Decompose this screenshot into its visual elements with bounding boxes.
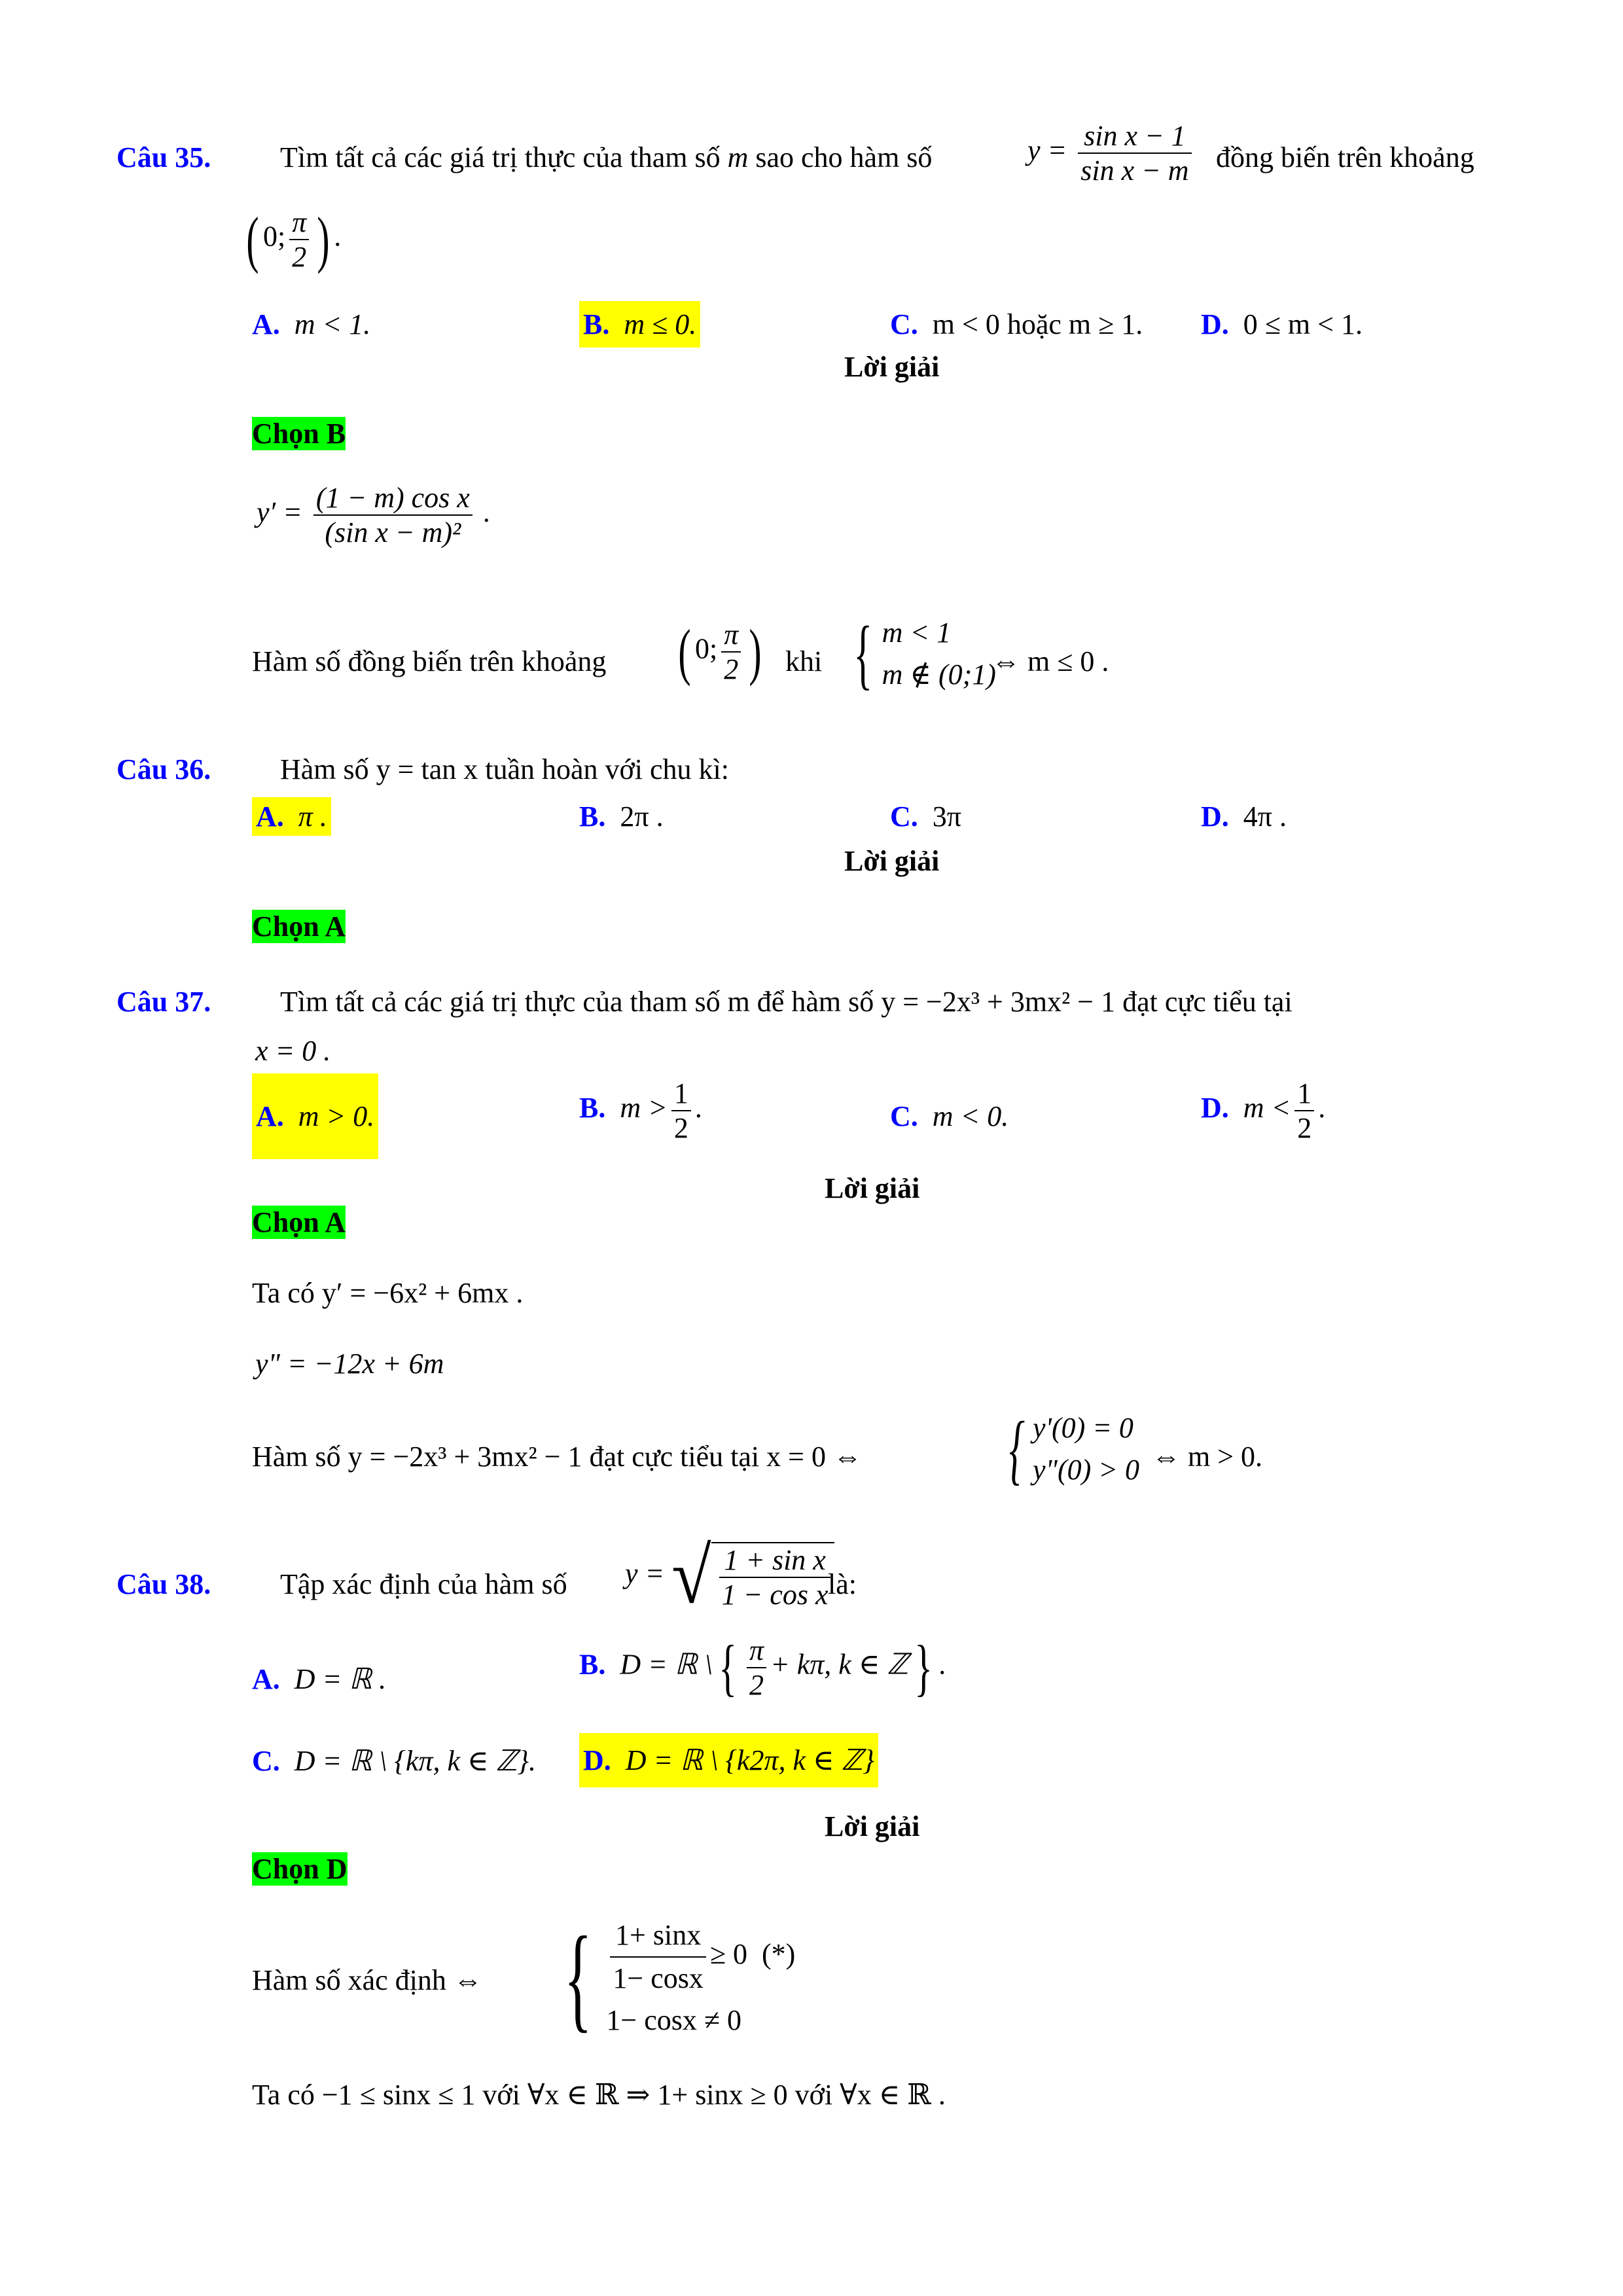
- q38-option-c[interactable]: C. D = ℝ \ {kπ, k ∈ ℤ}.: [252, 1745, 536, 1777]
- q37-label: Câu 37.: [116, 986, 211, 1018]
- q37-option-a[interactable]: A. m > 0.: [252, 1073, 378, 1159]
- q35-option-d[interactable]: D. 0 ≤ m < 1.: [1201, 308, 1363, 340]
- q38-option-b[interactable]: B. D = ℝ \{ $\frac{\pi}{2}$ + kπ, k ∈ ℤ} .: [579, 1632, 946, 1702]
- q35-system: { m < 1 m ∉ (0;1): [853, 610, 996, 697]
- q38-option-d[interactable]: D. D = ℝ \ {k2π, k ∈ ℤ}: [579, 1733, 878, 1787]
- q35-function: y = $\frac{\text{sin x − 1}}{\text{sin x − m}}$: [1027, 119, 1196, 187]
- q35-label: Câu 35.: [116, 141, 211, 173]
- q38-function: y = √ $\frac{\text{1 + sin x}}{\text{1 − cos x}}$: [625, 1535, 834, 1618]
- q35-conclusion: Hàm số đồng biến trên khoảng: [252, 645, 607, 677]
- q37-stem-cont: x = 0 .: [255, 1035, 331, 1067]
- q35-option-a[interactable]: A. m < 1.: [252, 308, 371, 340]
- q35-stem: Tìm tất cả các giá trị thực của tham số m sao cho hàm số: [280, 141, 933, 173]
- q37-line1: Ta có y′ = −6x² + 6mx .: [252, 1277, 524, 1309]
- q35-option-b[interactable]: B. m ≤ 0.: [579, 301, 700, 348]
- q38-solution-heading: Lời giải: [825, 1810, 920, 1842]
- q35-khi: khi: [785, 645, 823, 677]
- q38-line2: Ta có −1 ≤ sinx ≤ 1 với ∀x ∈ ℝ ⇒ 1+ sinx ≥ 0 với ∀x ∈ ℝ .: [252, 2079, 946, 2111]
- q35-answer: Chọn B: [252, 418, 346, 450]
- q35-stem-tail: đồng biến trên khoảng: [1216, 141, 1474, 173]
- q38-line1: Hàm số xác định ⇔: [252, 1964, 482, 1996]
- q37-option-b[interactable]: B. m > $\frac{1}{2}$ .: [579, 1077, 702, 1144]
- q35-solution-heading: Lời giải: [844, 351, 940, 383]
- q36-option-d[interactable]: D. 4π .: [1201, 800, 1287, 833]
- q36-label: Câu 36.: [116, 753, 211, 785]
- q38-answer: Chọn D: [252, 1853, 348, 1885]
- q36-option-b[interactable]: B. 2π .: [579, 800, 664, 833]
- q37-option-d[interactable]: D. m < $\frac{1}{2}$ .: [1201, 1077, 1326, 1144]
- q38-system: { $\frac{1+ \sin x}{1- \cos x}$ ≥ 0 (*) 1− cosx ≠ 0: [563, 1912, 796, 2043]
- q35-conclusion-interval: ( 0; $\frac{\pi}{2}$ ): [678, 617, 762, 687]
- q35-result: ⇔ m ≤ 0 .: [991, 645, 1109, 677]
- q37-result: ⇔ m > 0.: [1152, 1441, 1263, 1473]
- q37-system: { y'(0) = 0 y"(0) > 0: [1009, 1405, 1140, 1492]
- q36-stem: Hàm số y = tan x tuần hoàn với chu kì:: [280, 753, 729, 785]
- q36-option-a[interactable]: A. π .: [252, 797, 331, 836]
- q36-option-c[interactable]: C. 3π: [890, 800, 961, 833]
- q37-line3: Hàm số y = −2x³ + 3mx² − 1 đạt cực tiểu tại x = 0 ⇔: [252, 1441, 862, 1473]
- q35-derivative: y′ = $\frac{\text{(1 − m) cos x}}{\text{(sin x − m)²}}$ .: [257, 482, 491, 548]
- q38-label: Câu 38.: [116, 1568, 211, 1600]
- q38-stem: Tập xác định của hàm số: [280, 1568, 567, 1600]
- q35-option-c[interactable]: C. m < 0 hoặc m ≥ 1.: [890, 308, 1143, 340]
- q35-interval: ( 0; $\frac{\pi}{2}$ ) .: [246, 204, 342, 274]
- q37-option-c[interactable]: C. m < 0.: [890, 1100, 1009, 1132]
- q37-line2: y" = −12x + 6m: [255, 1348, 444, 1380]
- q36-solution-heading: Lời giải: [844, 845, 940, 877]
- q38-option-a[interactable]: A. D = ℝ .: [252, 1663, 387, 1695]
- q37-stem: Tìm tất cả các giá trị thực của tham số m để hàm số y = −2x³ + 3mx² − 1 đạt cực tiểu tại: [280, 986, 1293, 1018]
- q37-solution-heading: Lời giải: [825, 1172, 920, 1204]
- q37-answer: Chọn A: [252, 1206, 346, 1238]
- q36-answer: Chọn A: [252, 910, 346, 942]
- q38-stem-tail: là:: [828, 1568, 857, 1600]
